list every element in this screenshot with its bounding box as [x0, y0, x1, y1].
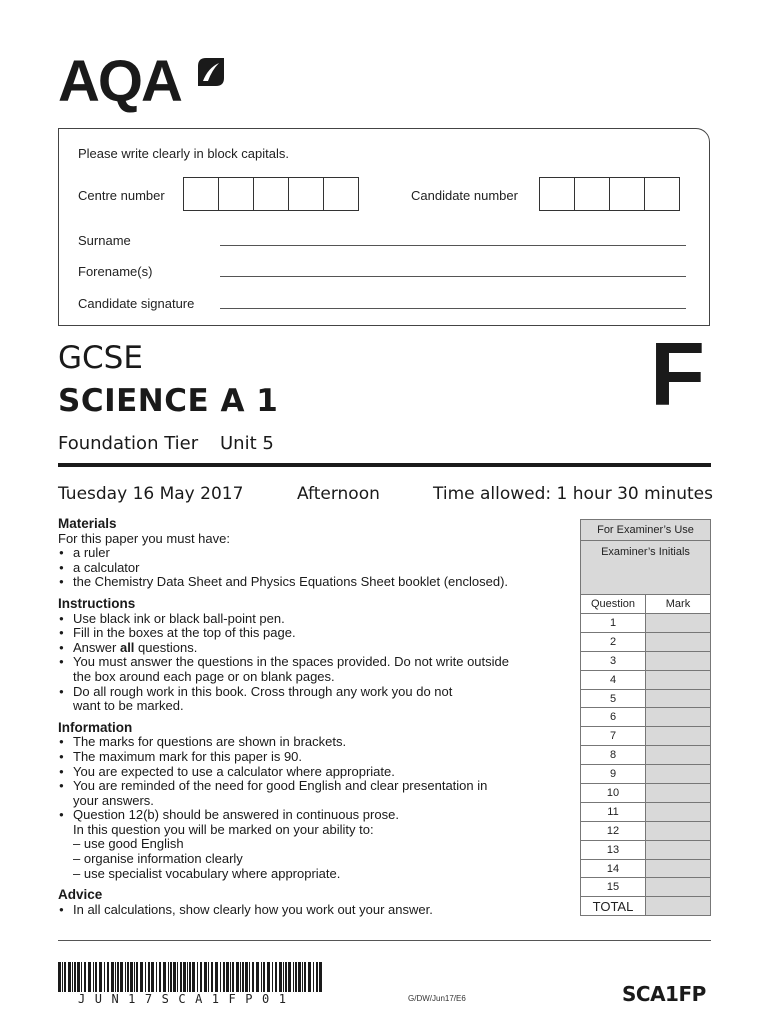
- text-run: In this question you will be marked on your ability to:: [73, 821, 374, 837]
- examiner-use-table: [580, 519, 711, 916]
- question-number: 5: [581, 689, 646, 708]
- question-number: 15: [581, 878, 646, 897]
- candidate-number-boxes[interactable]: [539, 177, 679, 211]
- table-row: [581, 632, 711, 651]
- question-number: 12: [581, 821, 646, 840]
- question-number: 11: [581, 802, 646, 821]
- question-number: 7: [581, 727, 646, 746]
- list-item: ● The maximum mark for this paper is 90.: [58, 750, 568, 765]
- question-number: 3: [581, 651, 646, 670]
- barcode-bar: [200, 962, 202, 992]
- barcode-bar: [104, 962, 105, 992]
- barcode-bar: [74, 962, 76, 992]
- signature-label: Candidate signature: [78, 296, 195, 311]
- barcode-bar: [163, 962, 166, 992]
- barcode-bar: [125, 962, 126, 992]
- list-item: ● You are expected to use a calculator where appropriate.: [58, 765, 568, 780]
- table-row: [581, 689, 711, 708]
- barcode-bar: [187, 962, 188, 992]
- barcode-bar: [220, 962, 221, 992]
- barcode-bar: [242, 962, 244, 992]
- list-item: ● a calculator: [58, 561, 568, 576]
- barcode-bar: [62, 962, 63, 992]
- question-number: 14: [581, 859, 646, 878]
- table-row: [581, 840, 711, 859]
- forename-line[interactable]: [220, 276, 686, 277]
- question-number: 9: [581, 765, 646, 784]
- exam-date: Tuesday 16 May 2017: [58, 484, 244, 504]
- question-number: 2: [581, 632, 646, 651]
- barcode-bar: [293, 962, 294, 992]
- question-number: 1: [581, 614, 646, 633]
- mark-cell: [646, 689, 711, 708]
- materials-intro: For this paper you must have:: [58, 530, 230, 546]
- document-reference: G/DW/Jun17/E6: [408, 994, 466, 1003]
- centre-number-cell[interactable]: [323, 177, 359, 211]
- table-row: [581, 727, 711, 746]
- barcode-bar: [99, 962, 102, 992]
- barcode-bar: [93, 962, 94, 992]
- text-run: You must answer the questions in the spaces provided. Do not write outside: [73, 654, 509, 670]
- barcode-bar: [81, 962, 82, 992]
- qualification-level: GCSE: [58, 340, 143, 376]
- barcode-bar: [288, 962, 291, 992]
- candidate-number-cell[interactable]: [574, 177, 610, 211]
- question-column-header: Question: [581, 595, 646, 614]
- barcode-bar: [272, 962, 273, 992]
- table-row: [581, 708, 711, 727]
- unit-label: Unit 5: [220, 433, 274, 454]
- barcode-bar: [88, 962, 91, 992]
- text-run: – use specialist vocabulary where appropriate.: [73, 865, 341, 881]
- barcode-bar: [211, 962, 213, 992]
- barcode-bar: [204, 962, 207, 992]
- logo-text: AQA: [58, 49, 181, 114]
- barcode-bar: [304, 962, 306, 992]
- examiner-initials: Examiner’s Initials: [581, 541, 711, 595]
- table-row: [581, 765, 711, 784]
- front-cover-text: [58, 517, 568, 917]
- barcode-bar: [136, 962, 138, 992]
- subject-title: SCIENCE A 1: [58, 383, 279, 419]
- surname-label: Surname: [78, 233, 131, 248]
- barcode-bar: [107, 962, 109, 992]
- information-heading: Information: [58, 719, 133, 735]
- centre-number-cell[interactable]: [288, 177, 324, 211]
- list-item: [58, 779, 568, 808]
- barcode-bar: [177, 962, 178, 992]
- table-row: [581, 878, 711, 897]
- barcode-bar: [279, 962, 282, 992]
- barcode-bar: [84, 962, 86, 992]
- total-label: TOTAL: [581, 897, 646, 916]
- barcode-bar: [197, 962, 198, 992]
- mark-cell: [646, 708, 711, 727]
- mark-cell: [646, 614, 711, 633]
- list-item: ● a ruler: [58, 546, 568, 561]
- barcode-bar: [230, 962, 231, 992]
- barcode-bar: [302, 962, 303, 992]
- table-row: [581, 746, 711, 765]
- barcode-bar: [151, 962, 154, 992]
- barcode-bar: [261, 962, 262, 992]
- barcode-bar: [249, 962, 250, 992]
- text-run: Answer: [73, 639, 120, 655]
- mark-cell: [646, 727, 711, 746]
- barcode-bar: [117, 962, 119, 992]
- barcode-bar: [68, 962, 71, 992]
- barcode-bar: [115, 962, 116, 992]
- advice-list: [58, 903, 568, 918]
- advice-heading: Advice: [58, 887, 103, 903]
- surname-line[interactable]: [220, 245, 686, 246]
- table-row: [581, 614, 711, 633]
- mark-cell: [646, 670, 711, 689]
- barcode-bar: [95, 962, 97, 992]
- barcode-bar: [267, 962, 270, 992]
- barcode-bar: [145, 962, 146, 992]
- leaf-icon: [196, 56, 226, 88]
- mark-cell: [646, 878, 711, 897]
- barcode-bar: [236, 962, 239, 992]
- exam-session: Afternoon: [297, 484, 380, 504]
- list-item: ● Use black ink or black ball-point pen.: [58, 612, 568, 627]
- candidate-number-cell[interactable]: [539, 177, 575, 211]
- question-number: 8: [581, 746, 646, 765]
- emphasis: all: [119, 639, 135, 655]
- list-item: ● In all calculations, show clearly how you work out your answer.: [58, 903, 568, 918]
- barcode-bar: [256, 962, 259, 992]
- barcode-bar: [313, 962, 314, 992]
- barcode-bar: [226, 962, 229, 992]
- candidate-number-cell[interactable]: [644, 177, 680, 211]
- materials-heading: Materials: [58, 516, 117, 531]
- centre-number-cell[interactable]: [253, 177, 289, 211]
- barcode-bar: [77, 962, 80, 992]
- tier-label: Foundation Tier: [58, 433, 199, 454]
- barcode-bar: [130, 962, 133, 992]
- mark-cell: [646, 784, 711, 803]
- list-item: ● Fill in the boxes at the top of this page.: [58, 626, 568, 641]
- barcode-bar: [252, 962, 254, 992]
- table-row: [581, 670, 711, 689]
- barcode-bar: [245, 962, 248, 992]
- barcode-bar: [285, 962, 287, 992]
- barcode-bar: [183, 962, 186, 992]
- barcode-bar: [173, 962, 176, 992]
- information-list: [58, 735, 568, 881]
- mark-cell: [646, 821, 711, 840]
- table-row: [581, 802, 711, 821]
- candidate-number-cell[interactable]: [609, 177, 645, 211]
- barcode-bar: [215, 962, 218, 992]
- barcode-bar: [159, 962, 161, 992]
- barcode-bar: [263, 962, 265, 992]
- barcode-bar: [127, 962, 129, 992]
- list-item: ● The marks for questions are shown in brackets.: [58, 735, 568, 750]
- barcode-bar: [168, 962, 169, 992]
- barcode-bar: [64, 962, 66, 992]
- text-run: – use good English: [73, 836, 184, 852]
- mark-cell: [646, 632, 711, 651]
- centre-number-label: Centre number: [78, 188, 165, 203]
- barcode-bar: [148, 962, 150, 992]
- barcode-bar: [72, 962, 73, 992]
- barcode-bar: [319, 962, 322, 992]
- list-item: ● the Chemistry Data Sheet and Physics Equations Sheet booklet (enclosed).: [58, 575, 568, 590]
- barcode-bar: [156, 962, 157, 992]
- mark-cell: [646, 802, 711, 821]
- table-row: [581, 651, 711, 670]
- barcode-bar: [232, 962, 234, 992]
- centre-number-cell[interactable]: [218, 177, 254, 211]
- barcode-bar: [298, 962, 301, 992]
- title-divider: [58, 463, 711, 467]
- text-run: questions.: [134, 639, 198, 655]
- mark-cell: [646, 840, 711, 859]
- mark-cell: [646, 651, 711, 670]
- barcode-bar: [180, 962, 182, 992]
- instructions-list: [58, 612, 568, 714]
- barcode-bar: [58, 962, 61, 992]
- question-number: 6: [581, 708, 646, 727]
- centre-number-cell[interactable]: [183, 177, 219, 211]
- question-number: 4: [581, 670, 646, 689]
- text-run: Question 12(b) should be answered in continuous prose.: [73, 807, 399, 823]
- text-run: the box around each page or on blank pages.: [73, 668, 335, 684]
- instructions-heading: Instructions: [58, 595, 136, 611]
- barcode-bar: [316, 962, 318, 992]
- barcode-text: JUN17SCA1FP01: [78, 992, 296, 1006]
- barcode-bar: [283, 962, 284, 992]
- tier-letter: F: [650, 325, 705, 425]
- text-run: your answers.: [73, 792, 154, 808]
- barcode-bar: [275, 962, 277, 992]
- barcode-bar: [208, 962, 209, 992]
- block-capitals-instruction: Please write clearly in block capitals.: [78, 146, 289, 161]
- question-number: 10: [581, 784, 646, 803]
- table-row: [581, 784, 711, 803]
- barcode-bar: [120, 962, 123, 992]
- centre-number-boxes[interactable]: [183, 177, 358, 211]
- text-run: Do all rough work in this book. Cross through any work you do not: [73, 683, 453, 699]
- mark-column-header: Mark: [646, 595, 711, 614]
- mark-cell: [646, 859, 711, 878]
- total-mark-cell: [646, 897, 711, 916]
- list-item: [58, 685, 568, 714]
- barcode-bar: [240, 962, 241, 992]
- barcode-bar: [192, 962, 195, 992]
- paper-code: SCA1FP: [622, 982, 706, 1006]
- text-run: – organise information clearly: [73, 851, 243, 867]
- table-row: [581, 859, 711, 878]
- barcode-bar: [140, 962, 143, 992]
- barcode-bar: [170, 962, 172, 992]
- forename-label: Forename(s): [78, 264, 153, 279]
- time-allowed: Time allowed: 1 hour 30 minutes: [433, 484, 713, 504]
- barcode-icon: [58, 962, 322, 992]
- barcode-bar: [189, 962, 191, 992]
- barcode-bar: [111, 962, 114, 992]
- signature-line[interactable]: [220, 308, 686, 309]
- barcode-bar: [295, 962, 297, 992]
- barcode-bar: [134, 962, 135, 992]
- question-number: 13: [581, 840, 646, 859]
- mark-cell: [646, 746, 711, 765]
- text-run: want to be marked.: [73, 698, 184, 714]
- materials-list: [58, 546, 568, 590]
- candidate-number-label: Candidate number: [411, 188, 518, 203]
- text-run: You are reminded of the need for good English and clear presentation in: [73, 778, 488, 794]
- barcode-bar: [308, 962, 311, 992]
- aqa-logo: [58, 49, 230, 114]
- question-rows: [581, 614, 711, 897]
- list-item: [58, 655, 568, 684]
- footer-divider: [58, 940, 711, 941]
- list-item: [58, 641, 568, 656]
- barcode-bar: [223, 962, 225, 992]
- mark-cell: [646, 765, 711, 784]
- table-row: [581, 821, 711, 840]
- examiner-table-header: For Examiner’s Use: [581, 520, 711, 541]
- list-item: [58, 808, 568, 881]
